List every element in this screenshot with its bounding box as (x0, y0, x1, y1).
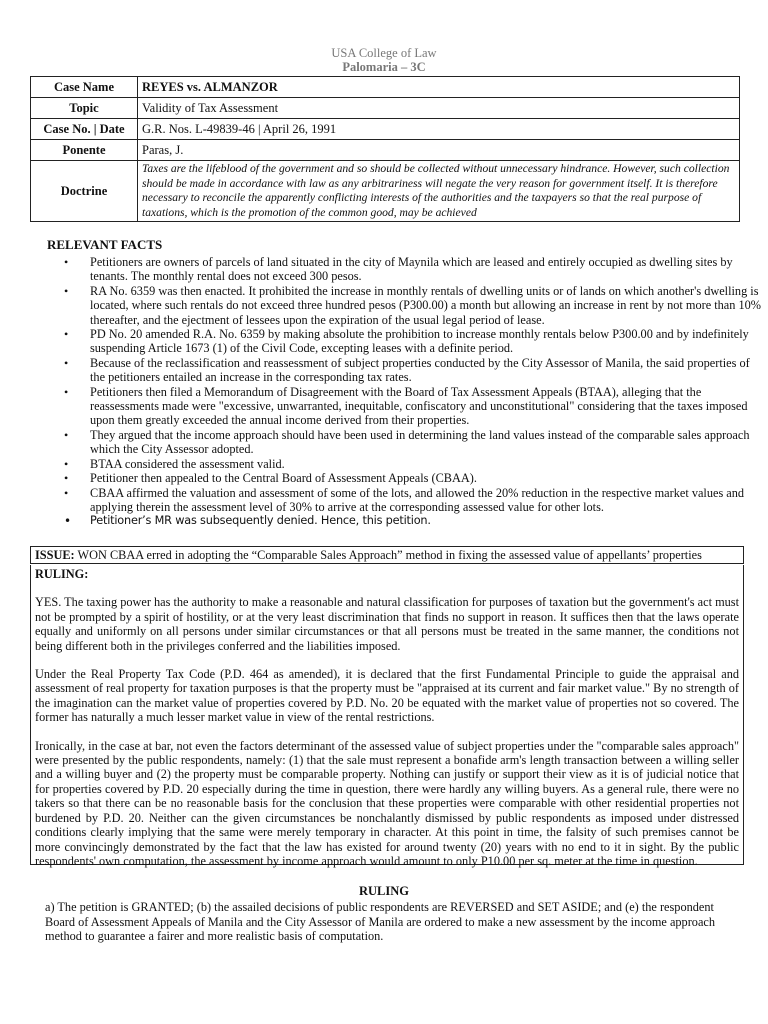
list-item: • BTAA considered the assessment valid. (90, 457, 766, 471)
topic-label: Topic (31, 98, 138, 119)
case-name-value: REYES vs. ALMANZOR (138, 77, 740, 98)
list-item: • PD No. 20 amended R.A. No. 6359 by making absolute the prohibition to increase monthly rentals below P300.00 and by indefinitely suspending Article 1673 (1) of the Civil Code, excepting leases with a definite period. (90, 327, 766, 356)
list-item: • Petitioners then filed a Memorandum of Disagreement with the Board of Tax Assessment Appeals (BTAA), alleging that the reassessments made were "excessive, unwarranted, inequitable, confiscatory and unconstitutional" considering that the taxes imposed upon them greatly exceeded the annual income derived from their properties. (90, 385, 766, 428)
list-item: • They argued that the income approach should have been used in determining the land values instead of the comparable sales approach which the City Assessor adopted. (90, 428, 766, 457)
disposition-heading: RULING (358, 884, 409, 898)
list-item: • RA No. 6359 was then enacted. It prohibited the increase in monthly rentals of dwelling units or of lands on which another's dwelling is located, where such rentals do not exceed three hundred pesos (P300.00) a month but allowing an increase in rent by not more than 10% thereafter, and the ejectment of lessees upon the expiration of the usual legal period of lease. (90, 284, 766, 327)
ruling-box (30, 565, 744, 868)
list-item: • Because of the reclassification and reassessment of subject properties conducted by the City Assessor of Manila, the said properties of the petitioners entailed an increase in the corresponding tax rates. (90, 356, 766, 385)
issue-text: WON CBAA erred in adopting the “Comparable Sales Approach” method in fixing the assessed value of appellants’ properties (74, 548, 702, 562)
table-row (31, 119, 740, 140)
case-no-label: Case No. | Date (31, 119, 138, 140)
ruling-heading: RULING: (35, 567, 89, 581)
table-row (31, 98, 740, 119)
ruling-paragraph: YES. The taxing power has the authority to make a reasonable and natural classification for purposes of taxation but the government's act must not be prompted by a spirit of hostility, or at the very least discrimination that finds no support in reason. It suffices then that the laws operate equally and uniformly on all persons under similar circumstances or that all persons must be treated in the same manner, the conditions not being different both in the privileges conferred and the liabilities imposed. (35, 595, 739, 653)
document-header (0, 46, 768, 74)
ruling-paragraph: Ironically, in the case at bar, not even the factors determinant of the assessed value of subject properties under the "comparable sales approach" were presented by the public respondents, namely: (1) that the sale must represent a bonafide arm's length transaction between a willing seller and a willing buyer and (2) the property must be comparable property. Nothing can justify or support their view as it is of judicial notice that for properties covered by P.D. 20 especially during the time in question, there were hardly any willing buyers. As a general rule, there were no takers so that there can be no reasonable basis for the conclusion that these properties were comparable with other residential properties not burdened by P.D. 20. Neither can the given circumstances be nonchalantly dismissed by public respondents as imposed under distressed conditions clearly implying that the same were merely temporary in character. At this point in time, the falsity of such premises cannot be more convincingly demonstrated by the fact that the law has existed for around twenty (20) years with no end to it in sight. By the public respondents' own computation, the assessment by income approach would amount to only P10.00 per sq. meter at the time in question. (35, 738, 739, 868)
section-name: Palomaria – 3C (342, 60, 426, 74)
ponente-value: Paras, J. (138, 140, 740, 161)
list-item: • CBAA affirmed the valuation and assessment of some of the lots, and allowed the 20% reduction in the respective market values and applying therein the assessment level of 30% to arrive at the corresponding assessed value for other lots. (90, 486, 766, 515)
doctrine-value: Taxes are the lifeblood of the government and so should be collected without unnecessary hindrance. However, such collection should be made in accordance with law as any arbitrariness will negate the very reason for government itself. It is therefore necessary to reconcile the apparently conflicting interests of the authorities and the taxpayers so that the real purpose of taxations, which is the promotion of the common good, may be achieved (138, 161, 740, 222)
table-row (31, 161, 740, 222)
case-name-label: Case Name (31, 77, 138, 98)
disposition-text: a) The petition is GRANTED; (b) the assailed decisions of public respondents are REVERSED and SET ASIDE; and (e) the respondent Board of Assessment Appeals of Manila and the City Assessor of Manila are ordered to make a new assessment by the income approach method to guarantee a fairer and more realistic basis of computation. (45, 900, 716, 944)
topic-value: Validity of Tax Assessment (138, 98, 740, 119)
issue-label: ISSUE: (35, 548, 75, 562)
issue-box (30, 546, 744, 564)
case-info-table (30, 76, 740, 222)
case-no-value: G.R. Nos. L-49839-46 | April 26, 1991 (138, 119, 740, 140)
list-item: • Petitioner’s MR was subsequently denied. Hence, this petition. (90, 514, 766, 528)
facts-list (60, 255, 766, 529)
doctrine-label: Doctrine (31, 161, 138, 222)
list-item: • Petitioner then appealed to the Central Board of Assessment Appeals (CBAA). (90, 471, 766, 485)
table-row (31, 77, 740, 98)
relevant-facts-heading: RELEVANT FACTS (47, 237, 163, 252)
table-row (31, 140, 740, 161)
ruling-paragraph: Under the Real Property Tax Code (P.D. 464 as amended), it is declared that the first Fundamental Principle to guide the appraisal and assessment of real property for taxation purposes is that the property must be "appraised at its current and fair market value." By no strength of the imagination can the market value of properties covered by P.D. No. 20 be equated with the market value of properties not so covered. The former has naturally a much lesser market value in view of the rental restrictions. (35, 667, 739, 725)
school-name: USA College of Law (331, 46, 437, 60)
list-item: • Petitioners are owners of parcels of land situated in the city of Maynila which are leased and entirely occupied as dwelling sites by tenants. The monthly rental does not exceed 300 pesos. (90, 255, 766, 284)
ponente-label: Ponente (31, 140, 138, 161)
